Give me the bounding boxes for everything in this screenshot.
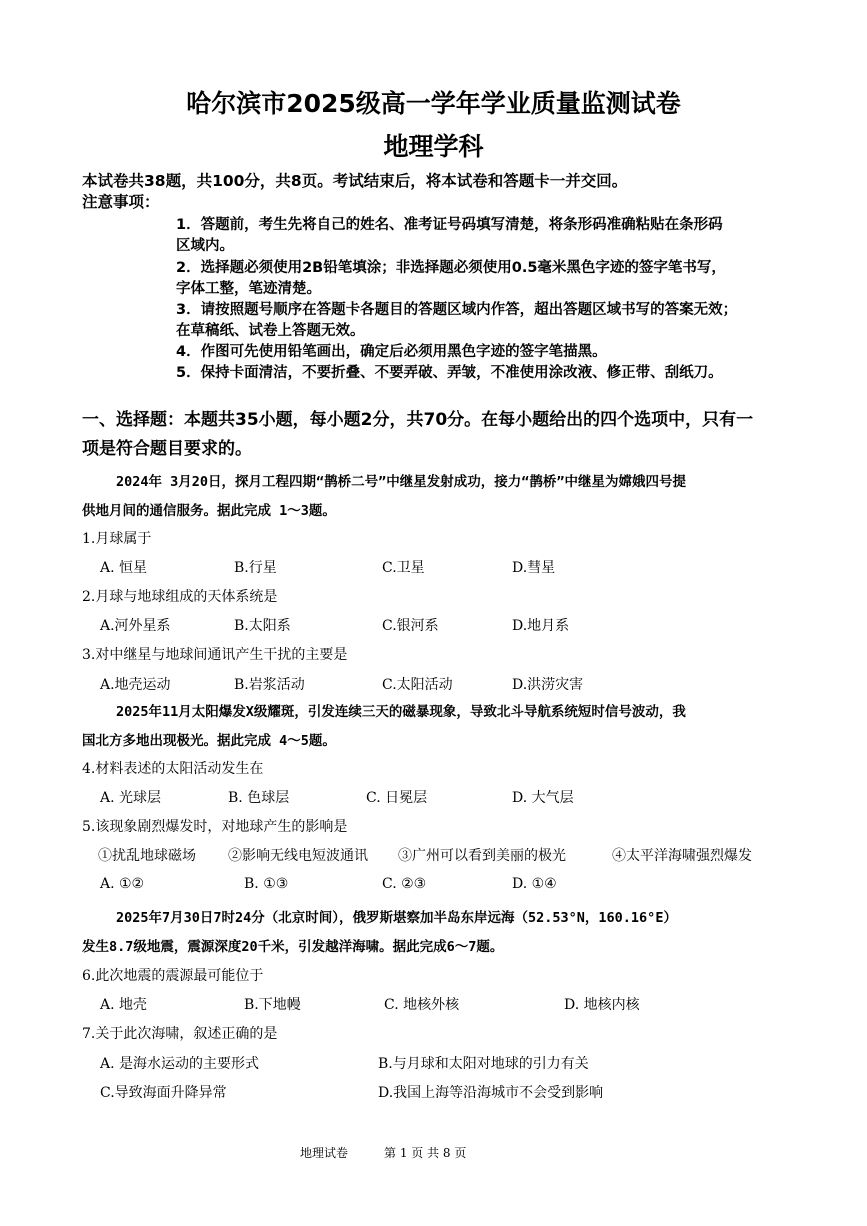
question-stem: 4.材料表述的太阳活动发生在 <box>82 761 264 777</box>
notice-heading: 注意事项： <box>82 193 160 211</box>
section-heading-cont: 项是符合题目要求的。 <box>82 439 252 459</box>
option-a: A. 是海水运动的主要形式 <box>100 1056 260 1072</box>
statement-2: ②影响无线电短波通讯 <box>228 848 368 864</box>
option-c: C.卫星 <box>382 560 425 576</box>
option-d: D. ①④ <box>512 876 557 892</box>
question-stem: 5.该现象剧烈爆发时，对地球产生的影响是 <box>82 819 348 835</box>
option-b: B. 色球层 <box>228 790 290 806</box>
notice-line: 2．选择题必须使用2B铅笔填涂；非选择题必须使用0.5毫米黑色字迹的签字笔书写， <box>176 260 726 276</box>
option-a: A. 光球层 <box>100 790 162 806</box>
option-b: B.行星 <box>234 560 277 576</box>
notice-line: 区域内。 <box>176 238 234 254</box>
exam-intro: 本试卷共38题，共100分，共8页。考试结束后，将本试卷和答题卡一并交回。 <box>82 172 628 190</box>
option-b: B.太阳系 <box>234 618 291 634</box>
option-d: D.我国上海等沿海城市不会受到影响 <box>378 1085 604 1101</box>
question-stem: 2.月球与地球组成的天体系统是 <box>82 589 278 605</box>
option-a: A. ①② <box>100 876 145 892</box>
option-a: A. 地壳 <box>100 997 148 1013</box>
option-d: D.地月系 <box>512 618 570 634</box>
notice-line: 5．保持卡面清洁，不要折叠、不要弄破、弄皱，不准使用涂改液、修正带、刮纸刀。 <box>176 365 723 381</box>
option-b: B.下地幔 <box>244 997 301 1013</box>
option-a: A.地壳运动 <box>100 677 171 693</box>
notice-line: 3．请按照题号顺序在答题卡各题目的答题区域内作答，超出答题区域书写的答案无效； <box>176 302 738 318</box>
footer-subject: 地理试卷 <box>300 1146 349 1160</box>
option-c: C.太阳活动 <box>382 677 453 693</box>
question-stem: 1.月球属于 <box>82 531 152 547</box>
question-stem: 6.此次地震的震源最可能位于 <box>82 968 264 984</box>
page-title: 哈尔滨市2025级高一学年学业质量监测试卷 <box>186 89 681 118</box>
option-b: B. ①③ <box>244 876 289 892</box>
option-c: C.银河系 <box>382 618 439 634</box>
option-a: A. 恒星 <box>100 560 148 576</box>
option-b: B.与月球和太阳对地球的引力有关 <box>378 1056 589 1072</box>
material-text: 2025年7月30日7时24分（北京时间），俄罗斯堪察加半岛东岸远海（52.53°N，160.16°E） <box>116 910 677 926</box>
option-d: D. 大气层 <box>512 790 574 806</box>
statement-3: ③广州可以看到美丽的极光 <box>398 848 566 864</box>
subject-title: 地理学科 <box>383 132 484 161</box>
notice-line: 1．答题前，考生先将自己的姓名、准考证号码填写清楚，将条形码准确粘贴在条形码 <box>176 217 723 233</box>
option-c: C. 地核外核 <box>384 997 460 1013</box>
notice-line: 字体工整，笔迹清楚。 <box>176 281 321 297</box>
section-heading: 一、选择题：本题共35小题，每小题2分，共70分。在每小题给出的四个选项中，只有一 <box>82 410 754 430</box>
material-text: 国北方多地出现极光。据此完成 4～5题。 <box>82 733 336 749</box>
material-text: 2024年 3月20日，探月工程四期“鹊桥二号”中继星发射成功，接力“鹊桥”中继星为嫦娥四号提 <box>116 474 687 490</box>
option-d: D.彗星 <box>512 560 556 576</box>
material-text: 2025年11月太阳爆发X级耀斑，引发连续三天的磁暴现象，导致北斗导航系统短时信号波动，我 <box>116 704 686 720</box>
statement-1: ①扰乱地球磁场 <box>98 848 196 864</box>
footer-page-number: 第 1 页 共 8 页 <box>384 1146 467 1160</box>
option-d: D. 地核内核 <box>564 997 640 1013</box>
option-a: A.河外星系 <box>100 618 171 634</box>
option-c: C. 日冕层 <box>366 790 428 806</box>
option-b: B.岩浆活动 <box>234 677 305 693</box>
material-text: 供地月间的通信服务。据此完成 1～3题。 <box>82 503 336 519</box>
question-stem: 7.关于此次海啸，叙述正确的是 <box>82 1026 278 1042</box>
statement-4: ④太平洋海啸强烈爆发 <box>612 848 752 864</box>
option-c: C.导致海面升降异常 <box>100 1085 227 1101</box>
notice-line: 4．作图可先使用铅笔画出，确定后必须用黑色字迹的签字笔描黑。 <box>176 344 607 360</box>
option-d: D.洪涝灾害 <box>512 677 584 693</box>
option-c: C. ②③ <box>382 876 427 892</box>
notice-line: 在草稿纸、试卷上答题无效。 <box>176 323 365 339</box>
material-text: 发生8.7级地震，震源深度20千米，引发越洋海啸。据此完成6～7题。 <box>82 939 504 955</box>
question-stem: 3.对中继星与地球间通讯产生干扰的主要是 <box>82 647 348 663</box>
